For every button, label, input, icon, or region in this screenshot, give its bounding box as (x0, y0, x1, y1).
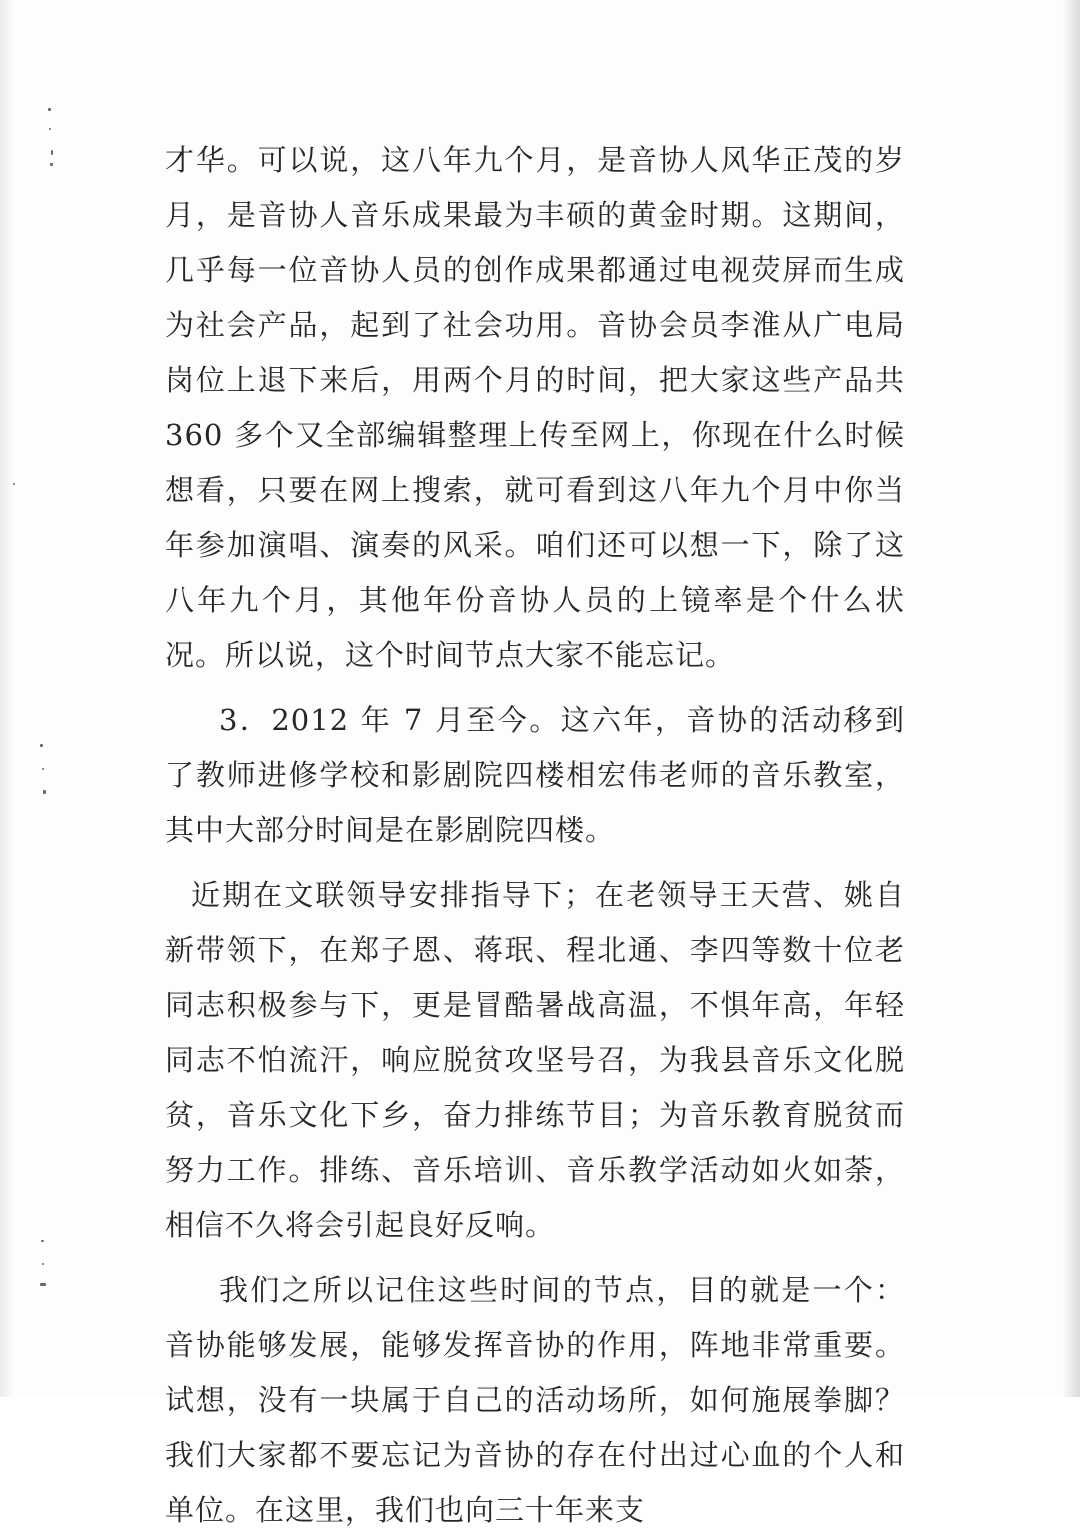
scan-speck (50, 163, 53, 166)
page-right-edge-shadow (1062, 0, 1080, 1397)
scan-speck (43, 790, 46, 794)
paragraph-recent-activities: 近期在文联领导安排指导下；在老领导王天营、姚自新带领下，在郑子恩、蒋珉、程北通、李四等数十位老同志积极参与下，更是冒酷暑战高温，不惧年高，年轻同志不怕流汗，响应脱贫攻坚号召，为我县音乐文化脱贫，音乐文化下乡，奋力排练节目；为音乐教育脱贫而努力工作。排练、音乐培训、音乐教学活动如火如荼，相信不久将会引起良好反响。 (165, 878, 905, 1242)
scan-speck (40, 744, 43, 747)
paragraph-purpose: 我们之所以记住这些时间的节点，目的就是一个：音协能够发展，能够发挥音协的作用，阵地非常重要。试想，没有一块属于自己的活动场所，如何施展拳脚？我们大家都不要忘记为音协的存在付出过心血的个人和单位。在这里，我们也向三十年来支 (165, 1273, 905, 1527)
scan-speck (51, 150, 53, 155)
paragraph-section-3: 3．2012 年 7 月至今。这六年，音协的活动移到了教师进修学校和影剧院四楼相宏伟老师的音乐教室，其中大部分时间是在影剧院四楼。 (165, 703, 905, 847)
scan-speck (40, 1283, 46, 1286)
scan-speck (49, 128, 51, 130)
scan-speck (48, 108, 51, 111)
scan-speck (41, 1240, 44, 1242)
scan-speck (42, 768, 44, 770)
paragraph-continuation: 才华。可以说，这八年九个月，是音协人风华正茂的岁月，是音协人音乐成果最为丰硕的黄金时期。这期间，几乎每一位音协人员的创作成果都通过电视荧屏而生成为社会产品，起到了社会功用。音协会员李淮从广电局岗位上退下来后，用两个月的时间，把大家这些产品共 360 多个又全部编辑整理上传至网上，你现在什么时候想看，只要在网上搜索，就可看到这八年九个月中你当年参加演唱、演奏的风采。咱们还可以想一下，除了这八年九个月，其他年份音协人员的上镜率是个什么状况。所以说，这个时间节点大家不能忘记。 (165, 143, 905, 672)
scan-speck (13, 483, 15, 485)
scan-speck (42, 1263, 44, 1265)
page-left-edge-shadow (0, 0, 14, 1397)
document-body (165, 133, 905, 1538)
